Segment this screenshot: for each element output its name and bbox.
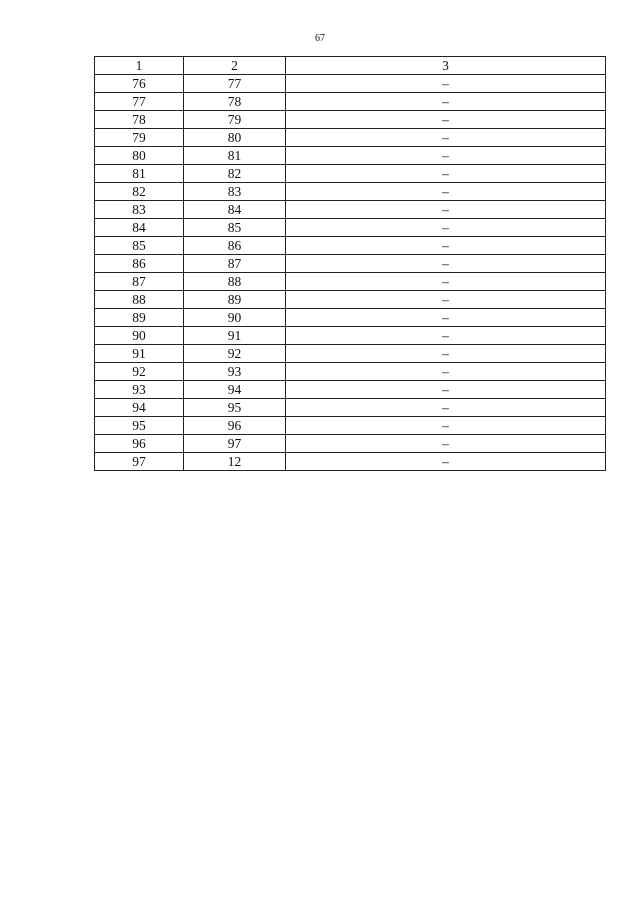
table-cell-col-1: 77 <box>95 93 184 111</box>
table-cell-col-3: – <box>286 201 606 219</box>
table-row <box>95 399 606 417</box>
table-row <box>95 75 606 93</box>
table-cell-col-2: 93 <box>184 363 286 381</box>
table-cell-col-3: – <box>286 327 606 345</box>
table-cell-col-1: 85 <box>95 237 184 255</box>
table-cell-col-2: 88 <box>184 273 286 291</box>
table-cell-col-3: – <box>286 75 606 93</box>
table-row <box>95 255 606 273</box>
table-row <box>95 147 606 165</box>
table-row <box>95 291 606 309</box>
table-cell-col-1: 79 <box>95 129 184 147</box>
table-body <box>95 75 606 471</box>
table-cell-col-1: 95 <box>95 417 184 435</box>
table-row <box>95 273 606 291</box>
table-cell-col-3: – <box>286 111 606 129</box>
table-cell-col-2: 77 <box>184 75 286 93</box>
table-cell-col-1: 80 <box>95 147 184 165</box>
table-cell-col-1: 88 <box>95 291 184 309</box>
table-cell-col-2: 95 <box>184 399 286 417</box>
table-cell-col-3: – <box>286 309 606 327</box>
table-row <box>95 183 606 201</box>
table-cell-col-2: 81 <box>184 147 286 165</box>
table-cell-col-3: – <box>286 363 606 381</box>
table-cell-col-2: 92 <box>184 345 286 363</box>
table-cell-col-1: 86 <box>95 255 184 273</box>
table-cell-col-2: 97 <box>184 435 286 453</box>
table-cell-col-3: – <box>286 165 606 183</box>
table-cell-col-1: 83 <box>95 201 184 219</box>
table-cell-col-1: 94 <box>95 399 184 417</box>
table-cell-col-3: – <box>286 435 606 453</box>
table-row <box>95 309 606 327</box>
table-cell-col-2: 94 <box>184 381 286 399</box>
table-cell-col-1: 93 <box>95 381 184 399</box>
column-header-1: 1 <box>95 57 184 75</box>
table-cell-col-2: 78 <box>184 93 286 111</box>
table-cell-col-1: 90 <box>95 327 184 345</box>
table-cell-col-2: 84 <box>184 201 286 219</box>
table-cell-col-2: 85 <box>184 219 286 237</box>
table-cell-col-2: 89 <box>184 291 286 309</box>
table-cell-col-3: – <box>286 381 606 399</box>
table-cell-col-3: – <box>286 291 606 309</box>
table-row <box>95 129 606 147</box>
table-row <box>95 453 606 471</box>
table-cell-col-3: – <box>286 255 606 273</box>
table-cell-col-2: 90 <box>184 309 286 327</box>
table-row <box>95 111 606 129</box>
table-cell-col-2: 79 <box>184 111 286 129</box>
table-cell-col-2: 91 <box>184 327 286 345</box>
table-cell-col-2: 96 <box>184 417 286 435</box>
table-cell-col-3: – <box>286 219 606 237</box>
table-header-row <box>95 57 606 75</box>
table-cell-col-1: 91 <box>95 345 184 363</box>
table-cell-col-3: – <box>286 237 606 255</box>
table-cell-col-1: 92 <box>95 363 184 381</box>
table-cell-col-3: – <box>286 417 606 435</box>
table-cell-col-2: 87 <box>184 255 286 273</box>
table-cell-col-1: 87 <box>95 273 184 291</box>
table-cell-col-2: 83 <box>184 183 286 201</box>
table-row <box>95 165 606 183</box>
table-cell-col-1: 81 <box>95 165 184 183</box>
table-cell-col-1: 96 <box>95 435 184 453</box>
table-cell-col-1: 89 <box>95 309 184 327</box>
table-cell-col-1: 82 <box>95 183 184 201</box>
table-row <box>95 237 606 255</box>
table-cell-col-2: 12 <box>184 453 286 471</box>
table-row <box>95 417 606 435</box>
table-row <box>95 327 606 345</box>
table-row <box>95 363 606 381</box>
page-number: 67 <box>315 33 325 44</box>
table-cell-col-3: – <box>286 453 606 471</box>
table-row <box>95 219 606 237</box>
data-table <box>94 56 606 471</box>
table-cell-col-2: 82 <box>184 165 286 183</box>
table-cell-col-1: 76 <box>95 75 184 93</box>
table-cell-col-3: – <box>286 399 606 417</box>
table-row <box>95 435 606 453</box>
table-cell-col-3: – <box>286 345 606 363</box>
table-cell-col-2: 80 <box>184 129 286 147</box>
table-row <box>95 93 606 111</box>
table-row <box>95 345 606 363</box>
table-row <box>95 201 606 219</box>
table-cell-col-2: 86 <box>184 237 286 255</box>
table-cell-col-3: – <box>286 183 606 201</box>
table-cell-col-3: – <box>286 273 606 291</box>
table-cell-col-1: 78 <box>95 111 184 129</box>
table-cell-col-1: 84 <box>95 219 184 237</box>
table-row <box>95 381 606 399</box>
table-cell-col-3: – <box>286 93 606 111</box>
column-header-3: 3 <box>286 57 606 75</box>
table-cell-col-1: 97 <box>95 453 184 471</box>
column-header-2: 2 <box>184 57 286 75</box>
table-cell-col-3: – <box>286 129 606 147</box>
table-cell-col-3: – <box>286 147 606 165</box>
